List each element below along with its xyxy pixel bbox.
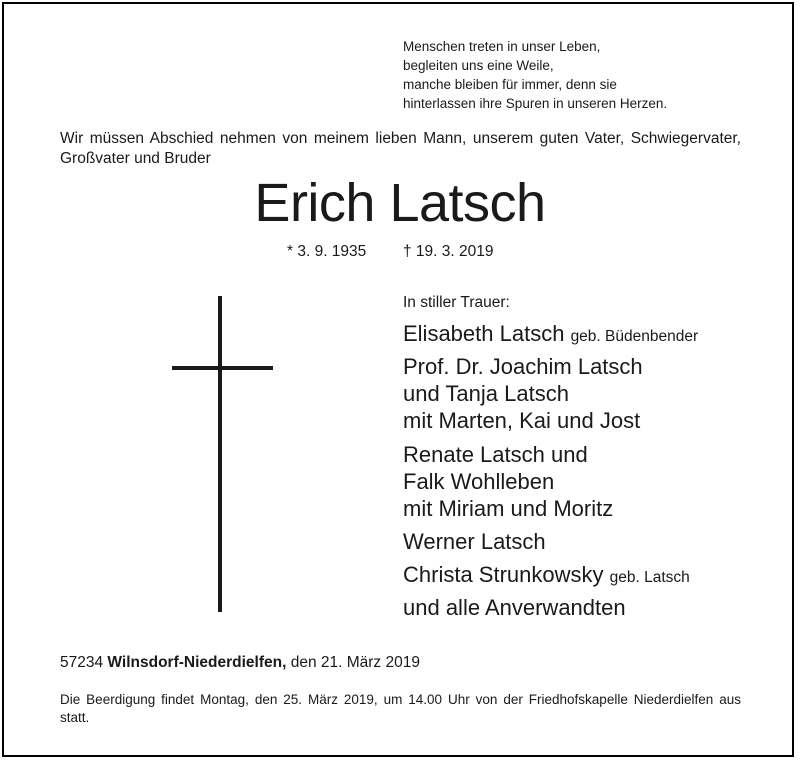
poem-line: hinterlassen ihre Spuren in unseren Herzen. [403,96,668,111]
mourner-line: mit Marten, Kai und Jost [403,408,641,433]
mourner-line: Renate Latsch und [403,442,588,467]
mourner-line: Falk Wohlleben [403,469,555,494]
town: Wilnsdorf-Niederdielfen, [107,654,287,671]
mourner-elisabeth [403,320,698,350]
maiden-name: geb. Büdenbender [570,328,699,345]
funeral-info: Die Beerdigung findet Montag, den 25. März 2019, um 14.00 Uhr von der Friedhofskapelle Niederdielfen aus statt. [60,692,741,725]
mourner-name: Christa Strunkowsky [403,562,604,587]
mourner-renate [403,441,613,522]
cross-icon [218,296,222,612]
mourners-label: In stiller Trauer: [403,294,510,311]
mourner-line: mit Miriam und Moritz [403,496,614,521]
mourner-christa [403,561,690,591]
intro-text: Wir müssen Abschied nehmen von meinem lieben Mann, unserem guten Vater, Schwiegervater, Großvater und Bruder [60,130,741,167]
poem [403,37,667,113]
cross-icon-bar [172,366,273,370]
mourner-joachim [403,353,643,434]
notice-border [2,2,794,757]
notice-date: den 21. März 2019 [290,654,420,671]
postcode: 57234 [60,654,104,671]
mourner-name: Elisabeth Latsch [403,321,565,346]
place-date-line [60,654,420,672]
deceased-name: Erich Latsch [254,173,546,233]
mourner-relatives: und alle Anverwandten [403,595,626,620]
birth-date: * 3. 9. 1935 [287,243,367,260]
mourner-line: und Tanja Latsch [403,381,569,406]
mourner-line: Prof. Dr. Joachim Latsch [403,354,643,379]
poem-line: begleiten uns eine Weile, [403,58,554,73]
death-date: † 19. 3. 2019 [403,243,494,260]
poem-line: manche bleiben für immer, denn sie [403,77,617,92]
mourner-werner: Werner Latsch [403,529,546,554]
poem-line: Menschen treten in unser Leben, [403,39,601,54]
maiden-name: geb. Latsch [609,569,690,586]
